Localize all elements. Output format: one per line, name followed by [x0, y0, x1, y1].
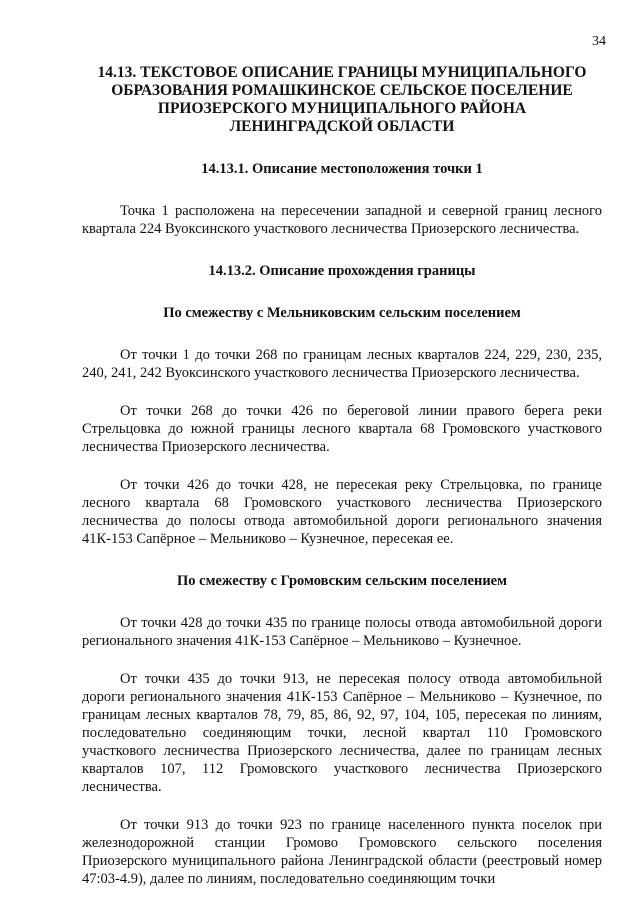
title-line: 14.13. ТЕКСТОВОЕ ОПИСАНИЕ ГРАНИЦЫ МУНИЦИПАЛЬНОГО — [97, 64, 587, 81]
title-line: ЛЕНИНГРАДСКОЙ ОБЛАСТИ — [229, 118, 455, 135]
paragraph: От точки 428 до точки 435 по границе полосы отвода автомобильной дороги регионального значения 41К-153 Сапёрное – Мельниково – Кузнечное. — [82, 615, 602, 649]
document-content — [82, 64, 602, 888]
paragraph: От точки 913 до точки 923 по границе населенного пункта поселок при железнодорожной станции Громово Громовского сельского поселения Приозерского муниципального района Ленинградской области (реестровый номер 47:03-4.9), далее по линиям, последовательно соединяющим точки — [82, 817, 602, 887]
section-1-heading: 14.13.1. Описание местоположения точки 1 — [201, 161, 483, 177]
title-line: ПРИОЗЕРСКОГО МУНИЦИПАЛЬНОГО РАЙОНА — [157, 100, 527, 117]
title-line: ОБРАЗОВАНИЯ РОМАШКИНСКОЕ СЕЛЬСКОЕ ПОСЕЛЕНИЕ — [111, 82, 573, 99]
paragraph: От точки 1 до точки 268 по границам лесных кварталов 224, 229, 230, 235, 240, 241, 242 Вуоксинского участкового лесничества Приозерского лесничества. — [82, 347, 602, 381]
subsection-2-heading: По смежеству с Громовским сельским поселением — [177, 573, 507, 589]
subsection-1-heading: По смежеству с Мельниковским сельским поселением — [163, 305, 521, 321]
page-number: 34 — [592, 34, 606, 49]
section-2-heading: 14.13.2. Описание прохождения границы — [208, 263, 476, 279]
paragraph: От точки 268 до точки 426 по береговой линии правого берега реки Стрельцовка до южной границы лесного квартала 68 Громовского участкового лесничества Приозерского лесничества. — [82, 403, 602, 455]
main-title — [82, 64, 602, 136]
paragraph: От точки 435 до точки 913, не пересекая полосу отвода автомобильной дороги регионального значения 41К-153 Сапёрное – Мельниково – Кузнечное, по границам лесных кварталов 78, 79, 85, 86, 92, 97, 104, 105, пересекая по линиям, последовательно соединяющим точки, лесной квартал 110 Громовского участкового лесничества Приозерского лесничества, далее по границам лесных кварталов 107, 112 Громовского участкового лесничества Приозерского лесничества. — [82, 671, 602, 795]
section-1-paragraph: Точка 1 расположена на пересечении западной и северной границ лесного квартала 224 Вуоксинского участкового лесничества Приозерского лесничества. — [82, 203, 602, 237]
paragraph: От точки 426 до точки 428, не пересекая реку Стрельцовка, по границе лесного квартала 68 Громовского участкового лесничества Приозерского лесничества до полосы отвода автомобильной дороги регионального значения 41К-153 Сапёрное – Мельниково – Кузнечное, пересекая ее. — [82, 477, 602, 547]
